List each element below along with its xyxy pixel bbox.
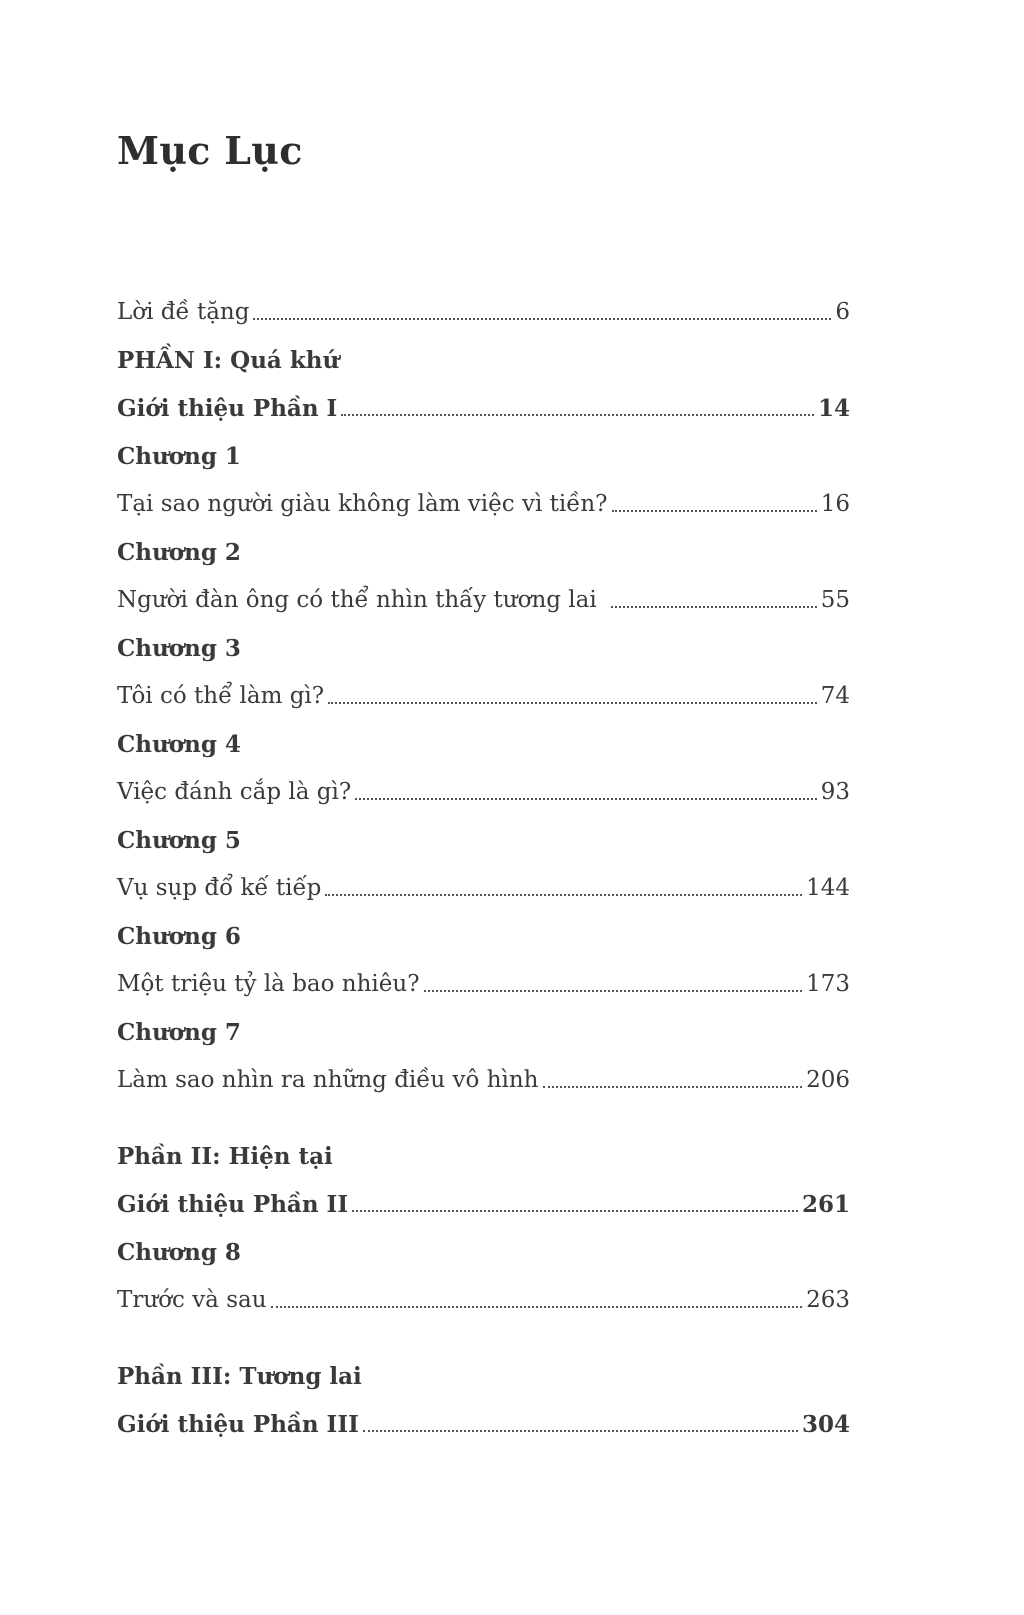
chapter-heading-label: Chương 2 [117,538,241,566]
toc-page-number: 173 [806,971,850,997]
dot-leader [341,414,814,416]
toc-page-number: 14 [817,394,850,422]
toc-entry-label: Giới thiệu Phần III [117,1410,359,1438]
toc-entry-label: Vụ sụp đổ kế tiếp [117,875,322,901]
chapter-heading-label: Chương 7 [117,1018,241,1046]
dot-leader [424,990,803,992]
toc-entry[interactable] [117,1056,850,1104]
toc-page-number: 74 [820,683,850,709]
toc-page-number: 16 [820,491,850,517]
toc-entry[interactable] [117,672,850,720]
chapter-heading-label: Chương 3 [117,634,241,662]
toc-entry[interactable] [117,768,850,816]
chapter-heading-label: Chương 6 [117,922,241,950]
toc-entry[interactable] [117,1400,850,1448]
toc-entry-label: Một triệu tỷ là bao nhiêu? [117,971,420,997]
chapter-heading-label: Chương 1 [117,442,241,470]
chapter-heading [117,912,850,960]
part-heading [117,1352,850,1400]
dot-leader [352,1210,798,1212]
chapter-heading [117,1228,850,1276]
chapter-heading [117,432,850,480]
chapter-heading-label: Chương 4 [117,730,241,758]
toc-entry[interactable] [117,288,850,336]
dot-leader [543,1086,803,1088]
toc-entry-label: Làm sao nhìn ra những điều vô hình [117,1067,539,1093]
toc-entry-label: Giới thiệu Phần I [117,394,338,422]
toc-entry-label: Việc đánh cắp là gì? [117,779,352,805]
part-heading [117,336,850,384]
toc-entry-label: Trước và sau [117,1287,267,1313]
chapter-heading [117,1008,850,1056]
table-of-contents [117,288,850,1448]
toc-entry-label: Lời đề tặng [117,299,250,325]
dot-leader [325,894,802,896]
dot-leader [611,606,817,608]
dot-leader [612,510,817,512]
part-heading-label: Phần III: Tương lai [117,1362,362,1390]
part-heading-label: Phần II: Hiện tại [117,1142,333,1170]
toc-entry[interactable] [117,1276,850,1324]
chapter-heading [117,528,850,576]
toc-page-number: 261 [801,1190,850,1218]
toc-page-number: 6 [835,299,850,325]
page-title: Mục Lục [117,128,303,173]
toc-page-number: 263 [806,1287,850,1313]
part-heading-label: PHẦN I: Quá khứ [117,346,340,374]
toc-entry[interactable] [117,576,850,624]
dot-leader [355,798,817,800]
toc-entry[interactable] [117,384,850,432]
chapter-heading [117,624,850,672]
part-heading [117,1132,850,1180]
toc-entry-label: Người đàn ông có thể nhìn thấy tương lai [117,587,597,613]
toc-page-number: 93 [820,779,850,805]
toc-entry-label: Tại sao người giàu không làm việc vì tiền? [117,491,608,517]
dot-leader [271,1306,803,1308]
chapter-heading [117,816,850,864]
chapter-heading [117,720,850,768]
toc-page-number: 55 [820,587,850,613]
toc-entry[interactable] [117,960,850,1008]
toc-page-number: 144 [806,875,850,901]
dot-leader [253,318,831,320]
chapter-heading-label: Chương 5 [117,826,241,854]
chapter-heading-label: Chương 8 [117,1238,241,1266]
toc-entry[interactable] [117,480,850,528]
toc-entry[interactable] [117,864,850,912]
toc-entry-label: Tôi có thể làm gì? [117,683,325,709]
dot-leader [363,1430,798,1432]
toc-page-number: 304 [801,1410,850,1438]
toc-entry-label: Giới thiệu Phần II [117,1190,349,1218]
dot-leader [328,702,817,704]
toc-page-number: 206 [806,1067,850,1093]
toc-entry[interactable] [117,1180,850,1228]
